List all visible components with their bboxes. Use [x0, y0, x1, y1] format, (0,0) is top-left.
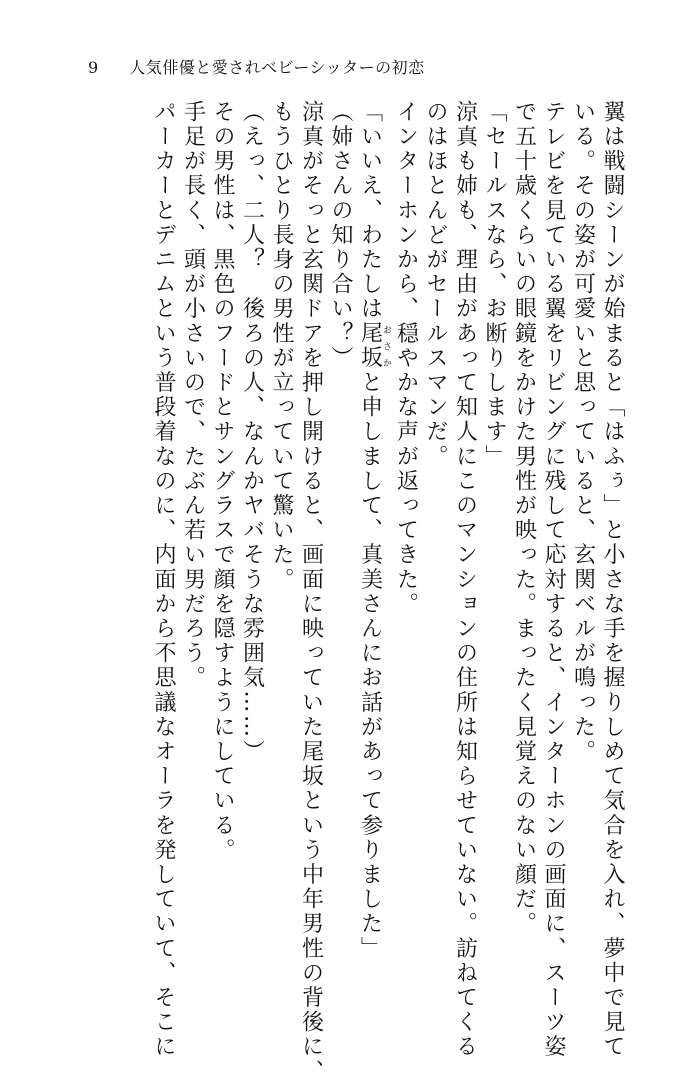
text-line: もうひとり長身の男性が立っていて驚いた。	[269, 100, 294, 592]
text-line: その男性は、黒色のフードとサングラスで顔を隠すようにしている。	[210, 100, 235, 863]
text-segment: と申しまして、真美さんにお話があって参りました」	[357, 370, 383, 962]
text-line: のはほとんどがセールスマンだ。	[423, 100, 448, 469]
text-segment: 「いいえ、わたしは	[357, 100, 383, 322]
text-line: 手足が長く、頭が小さいので、たぶん若い男だろう。	[180, 100, 206, 691]
text-line: 涼真も姉も、理由があって知人にこのマンションの住所は知らせていない。訪ねてくる	[452, 100, 478, 1060]
ruby-reading: おさか	[381, 321, 391, 371]
text-line: 翼は戦闘シーンが始まると「はふぅ」と小さな手を握りしめて気合を入れ、夢中で見て	[600, 100, 625, 1060]
ruby-annotation	[357, 321, 391, 371]
text-line: テレビを見ている翼をリビングに残して応対すると、インターホンの画面に、スーツ姿	[541, 100, 566, 1060]
page-number: 9	[88, 58, 99, 77]
text-line: （姉さんの知り合い？）	[328, 100, 353, 371]
text-line: パーカーとデニムという普段着なのに、内面から不思議なオーラを発していて、そこに	[151, 100, 176, 1060]
ruby-base: 尾坂	[357, 321, 383, 371]
text-line-with-ruby	[355, 100, 391, 970]
novel-body-text	[82, 100, 627, 1084]
text-line: （えっ、二人？ 後ろの人、なんかヤバそうな雰囲気……）	[239, 100, 265, 765]
text-line: 涼真がそっと玄関ドアを押し開けると、画面に映っていた尾坂という中年男性の背後に、	[298, 100, 324, 1084]
text-line: で五十歳くらいの眼鏡をかけた男性が映った。まったく見覚えのない顔だ。	[511, 100, 537, 937]
text-line: インターホンから、穏やかな声が返ってきた。	[393, 100, 419, 617]
book-title: 人気俳優と愛されベビーシッターの初恋	[129, 58, 425, 77]
text-line: 「セールスなら、お断りします」	[482, 100, 507, 469]
page-header	[88, 58, 425, 78]
text-line: いる。その姿が可愛いと思っていると、玄関ベルが鳴った。	[570, 100, 596, 765]
